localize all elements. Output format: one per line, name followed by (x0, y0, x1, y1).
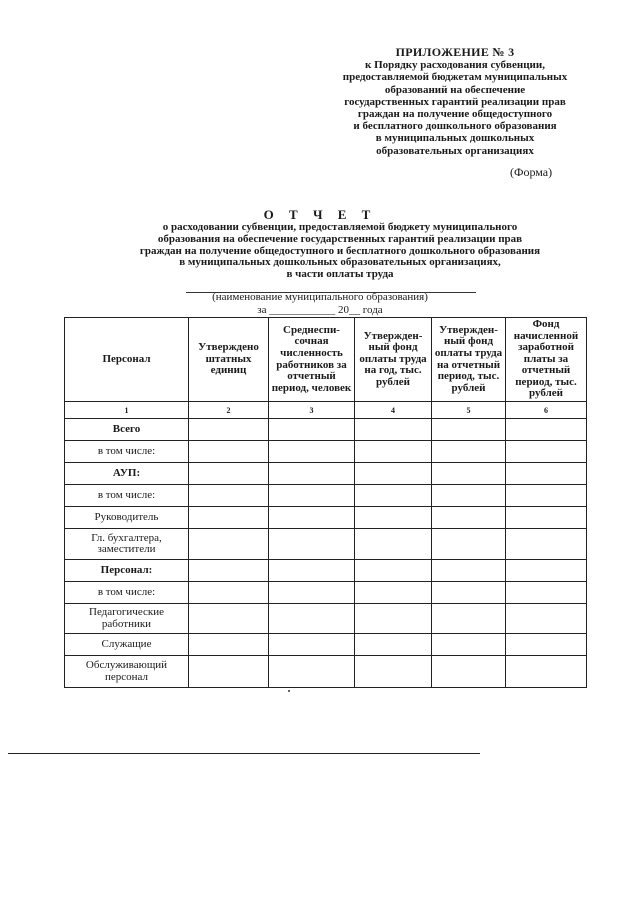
column-header: Среднеспи-сочная численность работников за отчетный период, человек (269, 318, 355, 402)
value-cell[interactable] (189, 560, 269, 582)
value-cell[interactable] (189, 529, 269, 560)
appendix-line: к Порядку расходования субвенции, (365, 59, 545, 72)
value-cell[interactable] (432, 485, 506, 507)
appendix-line: граждан на получение общедоступного (357, 108, 553, 121)
row-label: в том числе: (65, 485, 189, 507)
column-header: Утвержден-ный фонд оплаты труда на год, тыс. рублей (355, 318, 432, 402)
value-cell[interactable] (432, 463, 506, 485)
value-cell[interactable] (432, 419, 506, 441)
row-label: Обслуживающий персонал (65, 656, 189, 688)
value-cell[interactable] (355, 582, 432, 604)
report-title: О Т Ч Е Т (263, 207, 377, 222)
report-subtitle-line: в муниципальных дошкольных образовательных организациях, (179, 256, 501, 269)
appendix-line: предоставляемой бюджетам муниципальных (342, 71, 568, 84)
value-cell[interactable] (189, 582, 269, 604)
row-label: Всего (65, 419, 189, 441)
value-cell[interactable] (269, 529, 355, 560)
bottom-rule (8, 753, 480, 754)
table-row (65, 582, 587, 604)
value-cell[interactable] (355, 604, 432, 634)
row-label: АУП: (65, 463, 189, 485)
value-cell[interactable] (355, 634, 432, 656)
value-cell[interactable] (506, 656, 587, 688)
report-subtitle-line: граждан на получение общедоступного и бесплатного дошкольного образования (139, 244, 541, 257)
value-cell[interactable] (506, 582, 587, 604)
value-cell[interactable] (432, 529, 506, 560)
row-label: Педагогические работники (65, 604, 189, 634)
row-label: Гл. бухгалтера, заместители (65, 529, 189, 560)
value-cell[interactable] (189, 656, 269, 688)
value-cell[interactable] (269, 441, 355, 463)
value-cell[interactable] (355, 560, 432, 582)
table-header-row (65, 318, 587, 402)
column-header: Фонд начисленной заработной платы за отчетный период, тыс. рублей (506, 318, 587, 402)
value-cell[interactable] (269, 582, 355, 604)
appendix-line: образований на обеспечение (384, 83, 526, 96)
value-cell[interactable] (269, 463, 355, 485)
value-cell[interactable] (189, 441, 269, 463)
table-row (65, 507, 587, 529)
value-cell[interactable] (269, 507, 355, 529)
value-cell[interactable] (506, 463, 587, 485)
table-row (65, 604, 587, 634)
value-cell[interactable] (432, 560, 506, 582)
column-header: Утверждено штатных единиц (189, 318, 269, 402)
appendix-title: ПРИЛОЖЕНИЕ № 3 (395, 45, 515, 59)
value-cell[interactable] (355, 441, 432, 463)
table-body (65, 419, 587, 688)
value-cell[interactable] (355, 656, 432, 688)
value-cell[interactable] (432, 441, 506, 463)
value-cell[interactable] (506, 560, 587, 582)
column-number: 4 (355, 402, 432, 419)
table-row (65, 419, 587, 441)
value-cell[interactable] (506, 485, 587, 507)
column-number: 3 (269, 402, 355, 419)
appendix-line: государственных гарантий реализации прав (344, 95, 566, 108)
value-cell[interactable] (506, 634, 587, 656)
value-cell[interactable] (189, 634, 269, 656)
value-cell[interactable] (269, 634, 355, 656)
table-row (65, 560, 587, 582)
value-cell[interactable] (506, 604, 587, 634)
value-cell[interactable] (189, 485, 269, 507)
row-label: Персонал: (65, 560, 189, 582)
value-cell[interactable] (355, 463, 432, 485)
municipality-name-caption: (наименование муниципального образования) (212, 291, 428, 303)
value-cell[interactable] (506, 507, 587, 529)
row-label: Служащие (65, 634, 189, 656)
value-cell[interactable] (189, 604, 269, 634)
appendix-line: в муниципальных дошкольных (375, 132, 535, 145)
table-row (65, 529, 587, 560)
value-cell[interactable] (432, 634, 506, 656)
report-subtitle-line: о расходовании субвенции, предоставляемой бюджету муниципального (162, 221, 518, 233)
row-label: в том числе: (65, 582, 189, 604)
value-cell[interactable] (269, 560, 355, 582)
value-cell[interactable] (189, 507, 269, 529)
report-subtitle-line: образования на обеспечение государственных гарантий реализации прав (157, 232, 523, 245)
value-cell[interactable] (355, 507, 432, 529)
report-table (64, 317, 587, 688)
value-cell[interactable] (506, 441, 587, 463)
column-number: 2 (189, 402, 269, 419)
report-subtitle (110, 222, 570, 281)
value-cell[interactable] (269, 419, 355, 441)
appendix-line: и бесплатного дошкольного образования (353, 120, 557, 133)
column-header: Персонал (65, 318, 189, 402)
appendix-block (300, 46, 610, 157)
report-period[interactable]: за ____________ 20__ года (257, 304, 383, 316)
table-row (65, 485, 587, 507)
value-cell[interactable] (432, 582, 506, 604)
value-cell[interactable] (269, 604, 355, 634)
row-label: Руководитель (65, 507, 189, 529)
value-cell[interactable] (189, 419, 269, 441)
scan-speck (288, 690, 290, 692)
value-cell[interactable] (432, 656, 506, 688)
column-number: 5 (432, 402, 506, 419)
report-subtitle-line: в части оплаты труда (286, 268, 394, 281)
value-cell[interactable] (506, 529, 587, 560)
row-label: в том числе: (65, 441, 189, 463)
appendix-line: образовательных организациях (376, 144, 534, 157)
value-cell[interactable] (506, 419, 587, 441)
form-label: (Форма) (510, 165, 553, 179)
value-cell[interactable] (355, 419, 432, 441)
column-number-row (65, 402, 587, 419)
column-number: 1 (65, 402, 189, 419)
table-row (65, 634, 587, 656)
table-row (65, 656, 587, 688)
column-number: 6 (506, 402, 587, 419)
value-cell[interactable] (432, 507, 506, 529)
value-cell[interactable] (355, 485, 432, 507)
column-header: Утвержден-ный фонд оплаты труда на отчетный период, тыс. рублей (432, 318, 506, 402)
value-cell[interactable] (269, 656, 355, 688)
value-cell[interactable] (355, 529, 432, 560)
table-row (65, 463, 587, 485)
value-cell[interactable] (269, 485, 355, 507)
value-cell[interactable] (432, 604, 506, 634)
value-cell[interactable] (189, 463, 269, 485)
table-row (65, 441, 587, 463)
